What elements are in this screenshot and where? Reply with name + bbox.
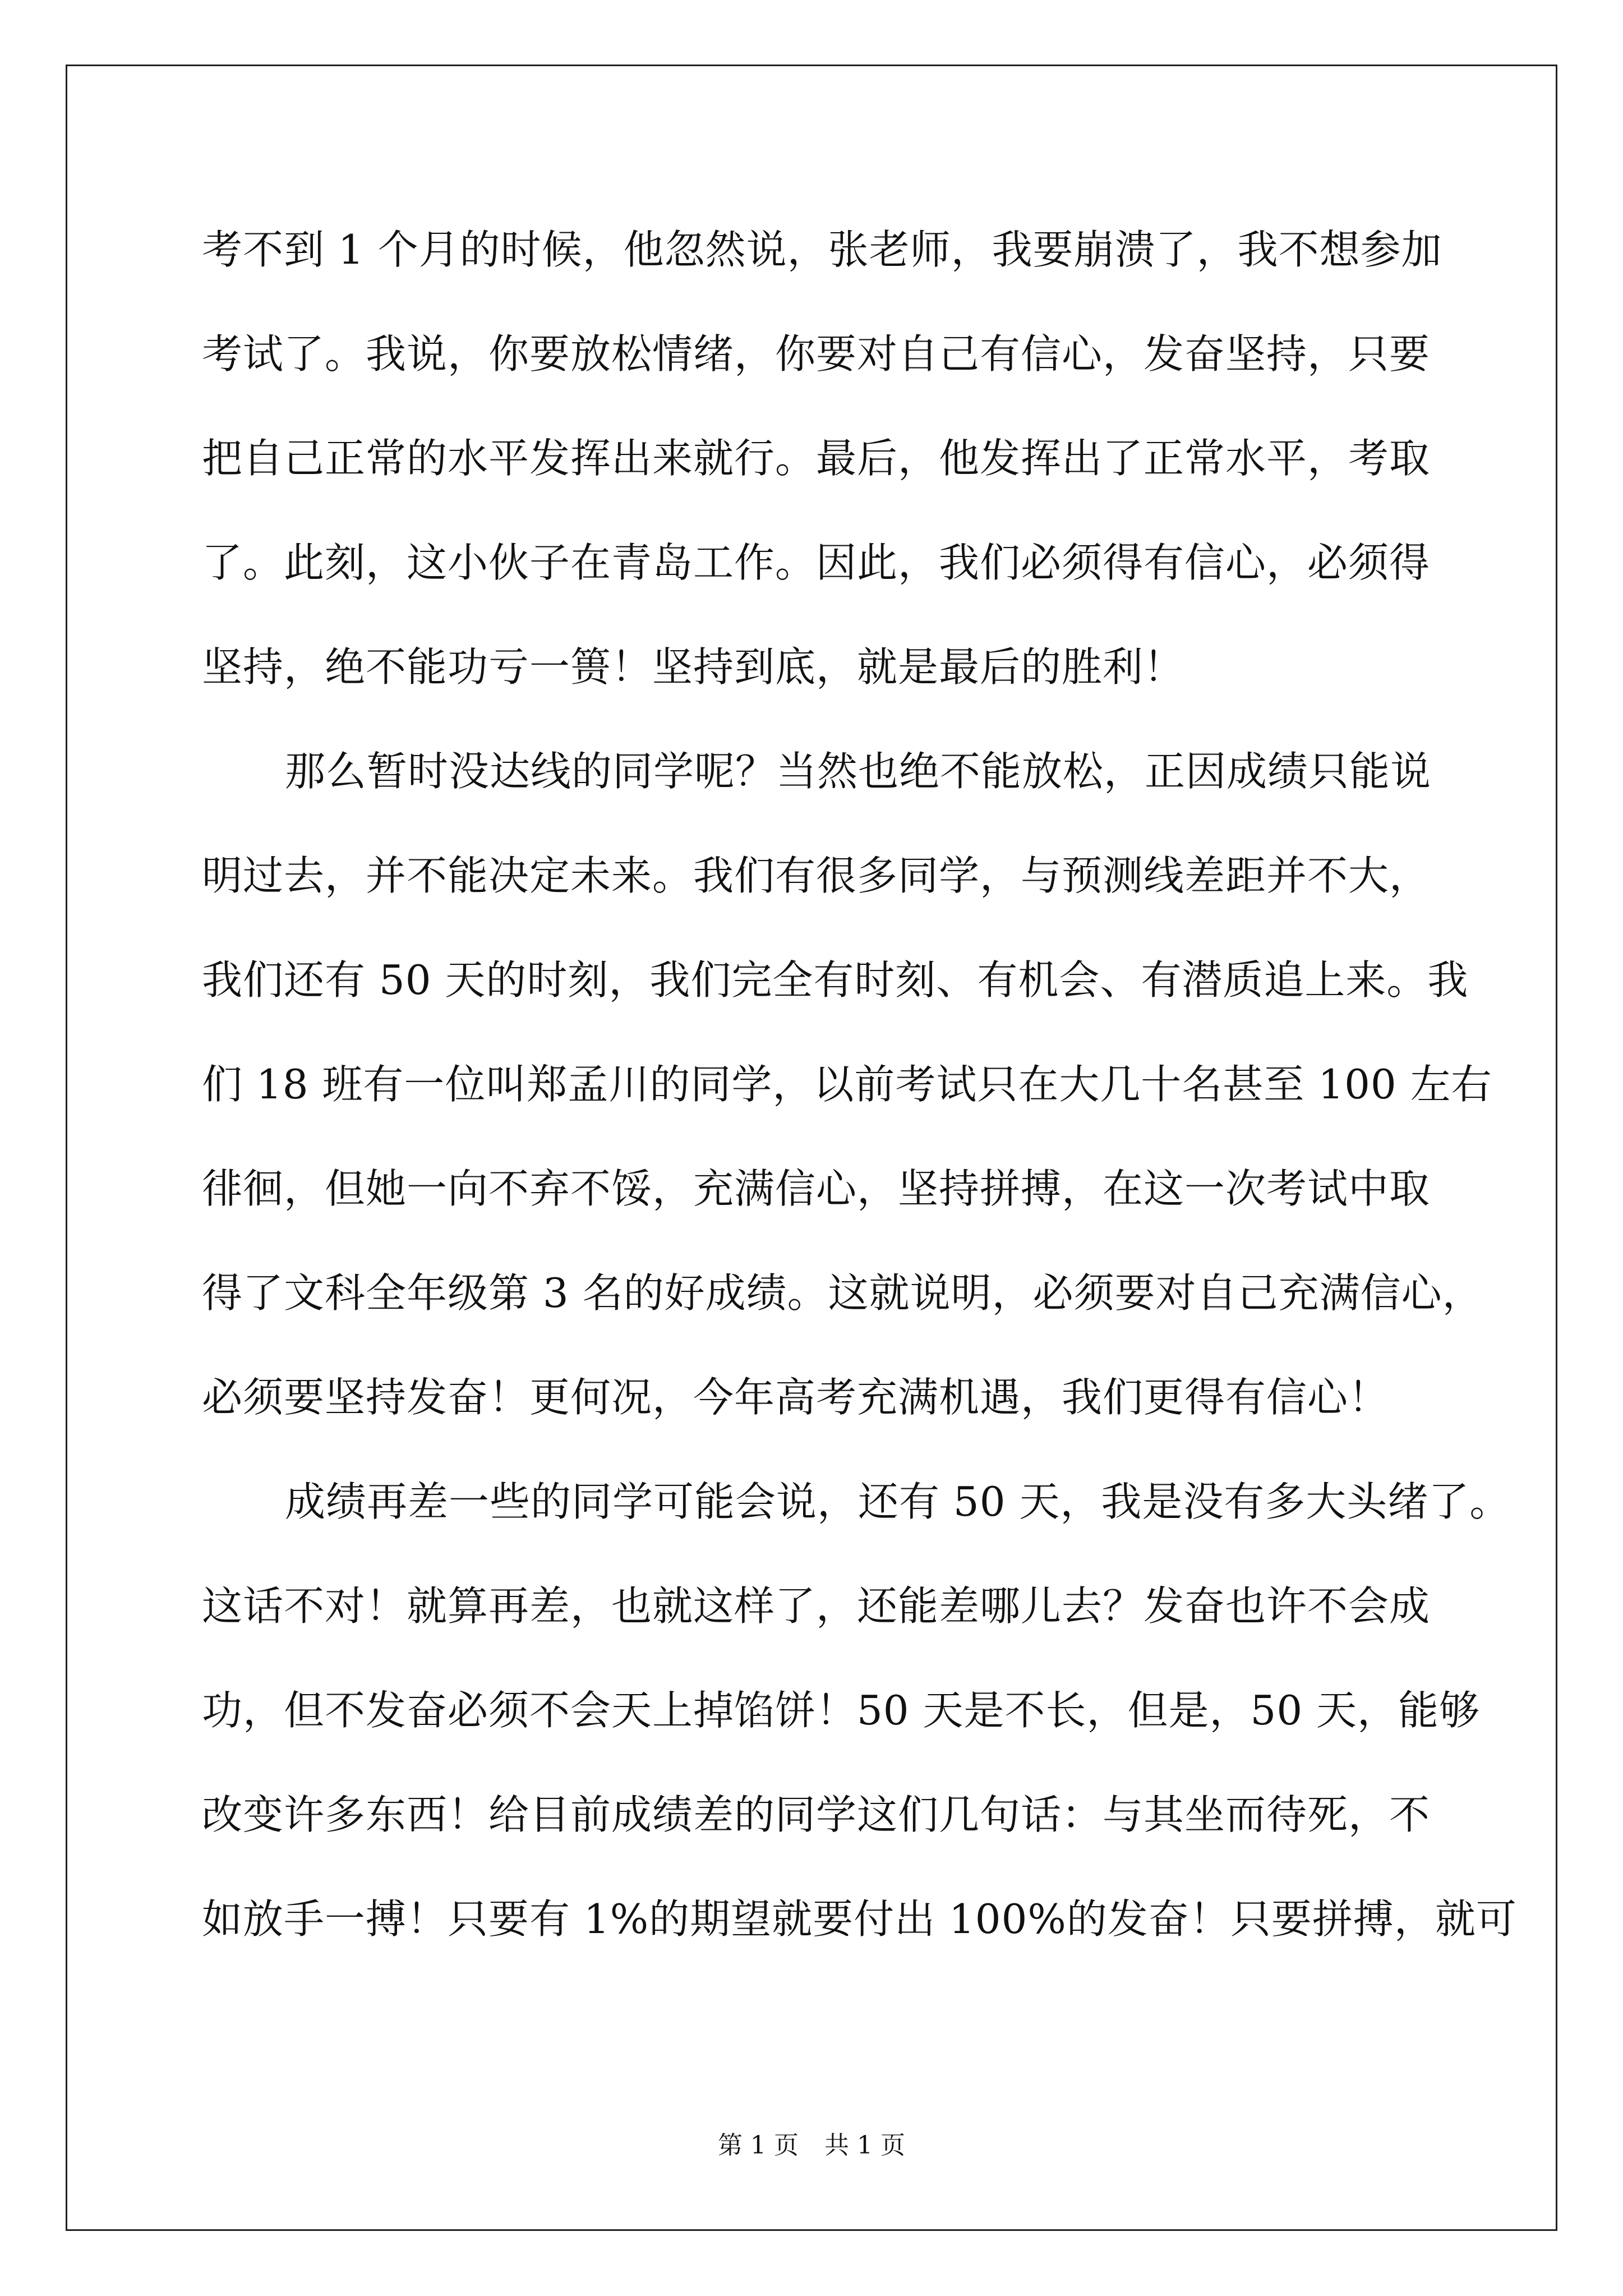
text-line: 改变许多东西！给目前成绩差的同学这们几句话：与其坐而待死，不 [202, 1791, 1431, 1838]
text-line: 明过去，并不能决定未来。我们有很多同学，与预测线差距并不大， [202, 852, 1431, 899]
text-line: 坚持，绝不能功亏一篑！坚持到底，就是最后的胜利！ [202, 643, 1185, 691]
text-line: 这话不对！就算再差，也就这样了，还能差哪儿去？发奋也许不会成 [202, 1582, 1431, 1630]
text-line: 徘徊，但她一向不弃不馁，充满信心，坚持拼搏，在这一次考试中取 [202, 1165, 1431, 1212]
text-line: 那么暂时没达线的同学呢？当然也绝不能放松，正因成绩只能说 [285, 748, 1432, 795]
page-total: 共 1 页 [824, 2131, 905, 2160]
document-body [202, 222, 1517, 1995]
paragraph-3 [202, 1474, 1517, 1995]
text-line: 必须要坚持发奋！更何况，今年高考充满机遇，我们更得有信心！ [202, 1374, 1390, 1421]
text-line: 考不到 1 个月的时候，他忽然说，张老师，我要崩溃了，我不想参加 [202, 226, 1442, 273]
text-line: 功，但不发奋必须不会天上掉馅饼！50 天是不长，但是，50 天，能够 [202, 1687, 1481, 1734]
text-line: 们 18 班有一位叫郑孟川的同学，以前考试只在大几十名甚至 100 左右 [202, 1061, 1492, 1108]
page-footer [0, 2129, 1623, 2162]
paragraph-2 [202, 743, 1492, 1474]
text-line: 把自己正常的水平发挥出来就行。最后，他发挥出了正常水平，考取 [202, 435, 1431, 482]
text-line: 得了文科全年级第 3 名的好成绩。这就说明，必须要对自己充满信心， [202, 1269, 1483, 1317]
text-line: 考试了。我说，你要放松情绪，你要对自己有信心，发奋坚持，只要 [202, 330, 1431, 378]
paragraph-1 [202, 222, 1442, 743]
text-line: 我们还有 50 天的时刻，我们完全有时刻、有机会、有潜质追上来。我 [202, 956, 1469, 1004]
text-line: 成绩再差一些的同学可能会说，还有 50 天，我是没有多大头绪了。 [285, 1478, 1511, 1525]
page-number: 第 1 页 [718, 2131, 799, 2160]
text-line: 了。此刻，这小伙子在青岛工作。因此，我们必须得有信心，必须得 [202, 539, 1431, 586]
text-line: 如放手一搏！只要有 1%的期望就要付出 100%的发奋！只要拼搏，就可 [202, 1895, 1517, 1943]
